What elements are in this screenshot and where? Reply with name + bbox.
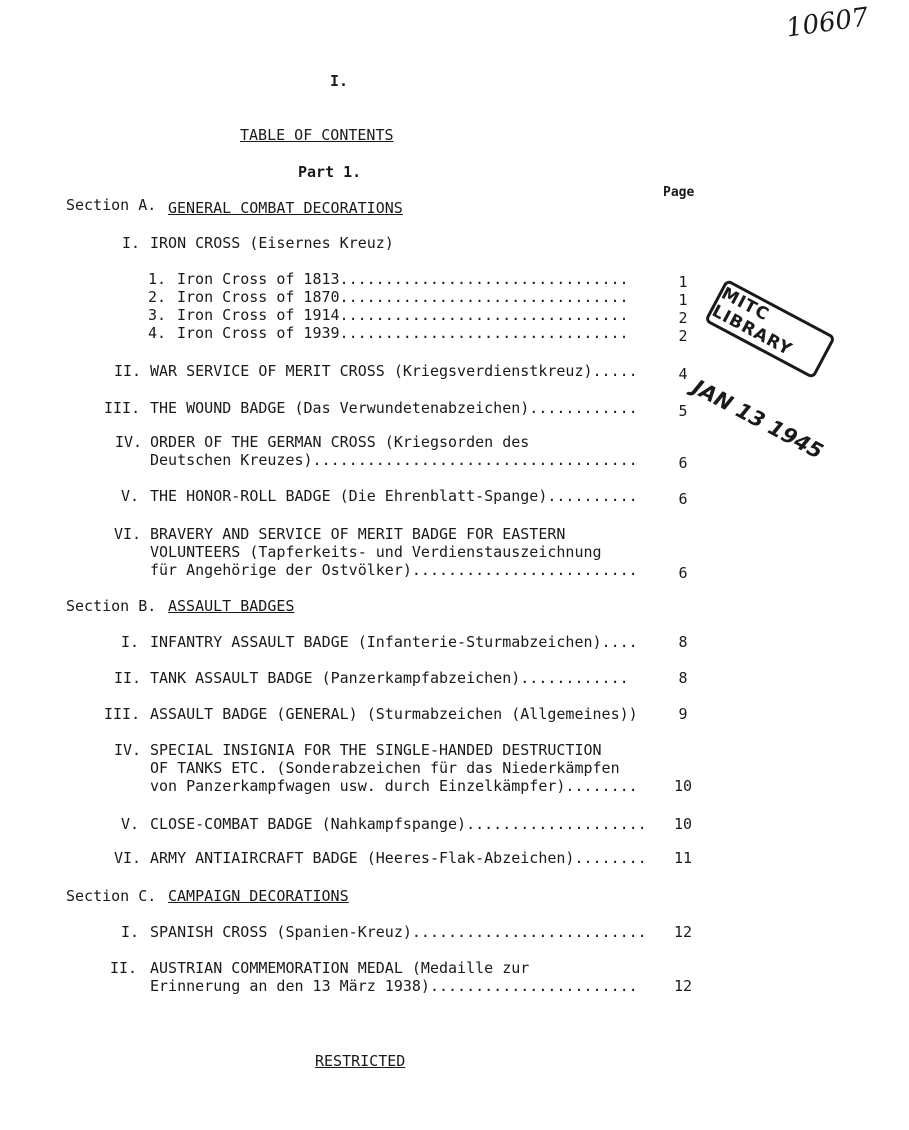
toc-entry-num: III. xyxy=(104,705,141,723)
toc-entry-title: ASSAULT BADGE (GENERAL) (Sturmabzeichen (Allgemeines)) xyxy=(150,705,638,723)
toc-entry-page: 6 xyxy=(678,490,688,508)
toc-entry-num: V. xyxy=(121,487,140,505)
toc-entry-page: 12 xyxy=(673,977,693,995)
toc-entry-title: THE HONOR-ROLL BADGE (Die Ehrenblatt-Spange).......... xyxy=(150,487,638,505)
toc-entry-title: OF TANKS ETC. (Sonderabzeichen für das Niederkämpfen xyxy=(150,759,620,777)
toc-entry-page: 2 xyxy=(678,309,688,327)
toc-entry-num: III. xyxy=(104,399,141,417)
toc-entry-num: I. xyxy=(122,234,141,252)
library-stamp-text: MITC LIBRARY xyxy=(708,283,796,361)
toc-entry-num: II. xyxy=(110,959,138,977)
toc-entry-page: 1 xyxy=(678,291,688,309)
toc-entry-num: II. xyxy=(114,362,142,380)
toc-entry-page: 9 xyxy=(678,705,688,723)
section-a-title: GENERAL COMBAT DECORATIONS xyxy=(168,199,403,217)
classification-footer: RESTRICTED xyxy=(315,1052,406,1070)
toc-entry-num: 2. xyxy=(148,288,167,306)
toc-entry-title: für Angehörige der Ostvölker)......................... xyxy=(150,561,638,579)
toc-entry-title: THE WOUND BADGE (Das Verwundetenabzeichen)............ xyxy=(150,399,638,417)
toc-entry-page: 8 xyxy=(678,633,688,651)
toc-entry-title: Deutschen Kreuzes).................................... xyxy=(150,451,638,469)
library-stamp xyxy=(704,279,836,380)
section-a-label: Section A. xyxy=(66,196,157,214)
toc-entry-title: SPECIAL INSIGNIA FOR THE SINGLE-HANDED DESTRUCTION xyxy=(150,741,602,759)
toc-entry-page: 5 xyxy=(678,402,688,420)
page-title: TABLE OF CONTENTS xyxy=(240,126,394,144)
toc-entry-title: ORDER OF THE GERMAN CROSS (Kriegsorden des xyxy=(150,433,530,451)
toc-entry-title: Iron Cross of 1914................................ xyxy=(177,306,629,324)
toc-entry-title: ARMY ANTIAIRCRAFT BADGE (Heeres-Flak-Abzeichen)........ xyxy=(150,849,647,867)
toc-entry-title: Erinnerung an den 13 März 1938)....................... xyxy=(150,977,638,995)
toc-entry-page: 11 xyxy=(673,849,693,867)
toc-entry-num: 3. xyxy=(148,306,167,324)
toc-entry-num: 1. xyxy=(148,270,167,288)
section-b-label: Section B. xyxy=(66,597,157,615)
toc-entry-title: SPANISH CROSS (Spanien-Kreuz).......................... xyxy=(150,923,647,941)
toc-entry-page: 1 xyxy=(678,273,688,291)
toc-entry-page: 4 xyxy=(678,365,688,383)
handwritten-annotation: 10607 xyxy=(784,2,871,44)
toc-entry-title: Iron Cross of 1870................................ xyxy=(177,288,629,306)
page-roman-numeral: I. xyxy=(330,72,349,90)
toc-entry-title: von Panzerkampfwagen usw. durch Einzelkämpfer)........ xyxy=(150,777,638,795)
section-c-title: CAMPAIGN DECORATIONS xyxy=(168,887,349,905)
toc-entry-page: 6 xyxy=(678,454,688,472)
section-b-title: ASSAULT BADGES xyxy=(168,597,295,615)
toc-entry-page: 12 xyxy=(673,923,693,941)
toc-entry-title: WAR SERVICE OF MERIT CROSS (Kriegsverdienstkreuz)..... xyxy=(150,362,638,380)
toc-entry-num: VI. xyxy=(114,849,142,867)
toc-entry-title: IRON CROSS (Eisernes Kreuz) xyxy=(150,234,394,252)
toc-entry-title: VOLUNTEERS (Tapferkeits- und Verdienstauszeichnung xyxy=(150,543,602,561)
toc-entry-title: Iron Cross of 1813................................ xyxy=(177,270,629,288)
toc-entry-title: Iron Cross of 1939................................ xyxy=(177,324,629,342)
toc-entry-page: 2 xyxy=(678,327,688,345)
toc-entry-title: BRAVERY AND SERVICE OF MERIT BADGE FOR EASTERN xyxy=(150,525,566,543)
toc-entry-title: INFANTRY ASSAULT BADGE (Infanterie-Sturmabzeichen).... xyxy=(150,633,638,651)
toc-entry-page: 10 xyxy=(673,815,693,833)
toc-entry-num: IV. xyxy=(115,433,143,451)
toc-entry-page: 8 xyxy=(678,669,688,687)
toc-entry-num: VI. xyxy=(114,525,142,543)
toc-entry-num: I. xyxy=(121,923,140,941)
toc-entry-num: IV. xyxy=(114,741,142,759)
toc-entry-title: AUSTRIAN COMMEMORATION MEDAL (Medaille zur xyxy=(150,959,530,977)
stamp-date: JAN 13 1945 xyxy=(688,375,828,464)
page-column-header: Page xyxy=(663,185,695,200)
toc-entry-num: V. xyxy=(121,815,140,833)
part-heading: Part 1. xyxy=(298,163,362,181)
toc-entry-title: CLOSE-COMBAT BADGE (Nahkampfspange).................... xyxy=(150,815,647,833)
toc-entry-page: 10 xyxy=(673,777,693,795)
toc-entry-num: I. xyxy=(121,633,140,651)
toc-entry-page: 6 xyxy=(678,564,688,582)
section-c-label: Section C. xyxy=(66,887,157,905)
toc-entry-num: II. xyxy=(114,669,142,687)
toc-entry-num: 4. xyxy=(148,324,167,342)
toc-entry-title: TANK ASSAULT BADGE (Panzerkampfabzeichen)............ xyxy=(150,669,629,687)
